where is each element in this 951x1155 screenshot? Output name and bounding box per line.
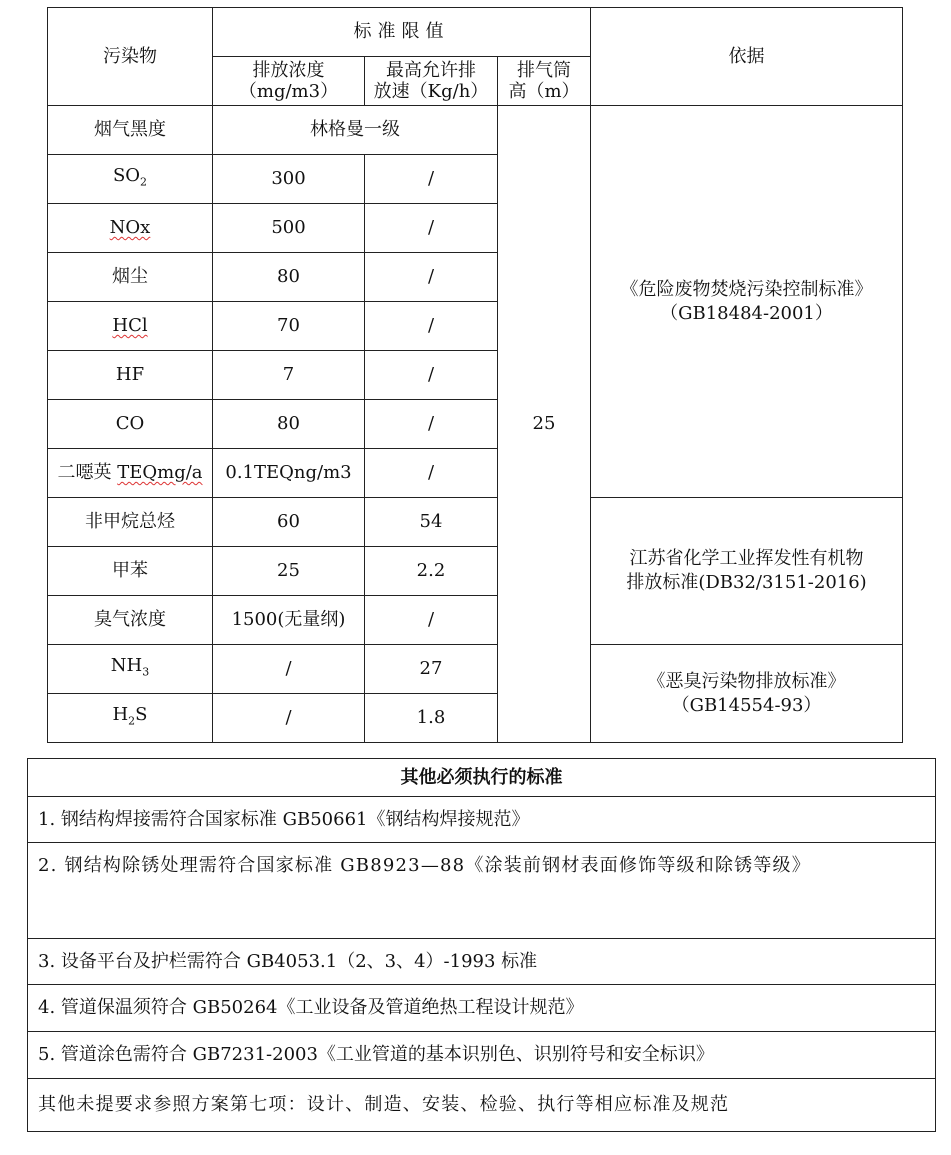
other-standards-footer: 其他未提要求参照方案第七项：设计、制造、安装、检验、执行等相应标准及规范 — [28, 1079, 936, 1132]
rate-cell: / — [365, 596, 498, 645]
rate-cell: / — [365, 351, 498, 400]
pollutant-cell: 二噁英 TEQmg/a — [48, 449, 213, 498]
other-standards-title: 其他必须执行的标准 — [28, 759, 936, 797]
list-item: 5. 管道涂色需符合 GB7231-2003《工业管道的基本识别色、识别符号和安全标识》 — [28, 1032, 936, 1079]
stack-height-value: 25 — [498, 106, 591, 743]
list-item: 4. 管道保温须符合 GB50264《工业设备及管道绝热工程设计规范》 — [28, 985, 936, 1032]
concentration-cell: 1500(无量纲) — [213, 596, 365, 645]
table-row — [48, 645, 903, 694]
rate-cell: 54 — [365, 498, 498, 547]
concentration-cell: 300 — [213, 155, 365, 204]
header-stack-height: 排气筒 高（m） — [498, 57, 591, 106]
concentration-cell: 70 — [213, 302, 365, 351]
header-standard-limit: 标准限值 — [213, 8, 591, 57]
list-item: 1. 钢结构焊接需符合国家标准 GB50661《钢结构焊接规范》 — [28, 797, 936, 843]
basis-cell: 《恶臭污染物排放标准》 （GB14554-93） — [591, 645, 903, 743]
header-concentration: 排放浓度 （mg/m3） — [213, 57, 365, 106]
pollutant-cell: CO — [48, 400, 213, 449]
limit-cell: 林格曼一级 — [213, 106, 498, 155]
rate-cell: / — [365, 155, 498, 204]
header-pollutant: 污染物 — [48, 8, 213, 106]
rate-cell: 27 — [365, 645, 498, 694]
table-row — [48, 106, 903, 155]
list-item: 3. 设备平台及护栏需符合 GB4053.1（2、3、4）-1993 标准 — [28, 939, 936, 985]
basis-cell: 《危险废物焚烧污染控制标准》 （GB18484-2001） — [591, 106, 903, 498]
rate-cell: 2.2 — [365, 547, 498, 596]
pollutant-cell: 臭气浓度 — [48, 596, 213, 645]
concentration-cell: 500 — [213, 204, 365, 253]
rate-cell: / — [365, 302, 498, 351]
concentration-cell: / — [213, 694, 365, 743]
concentration-cell: 25 — [213, 547, 365, 596]
concentration-cell: 60 — [213, 498, 365, 547]
pollutant-cell: 烟气黑度 — [48, 106, 213, 155]
rate-cell: / — [365, 204, 498, 253]
pollutant-cell: 烟尘 — [48, 253, 213, 302]
pollutant-cell: NOx — [48, 204, 213, 253]
header-basis: 依据 — [591, 8, 903, 106]
concentration-cell: 7 — [213, 351, 365, 400]
list-item: 2. 钢结构除锈处理需符合国家标准 GB8923—88《涂装前钢材表面修饰等级和除锈等级》 — [28, 843, 936, 939]
concentration-cell: 0.1TEQng/m3 — [213, 449, 365, 498]
rate-cell: / — [365, 449, 498, 498]
header-max-rate: 最高允许排 放速（Kg/h） — [365, 57, 498, 106]
pollutant-cell: $SO_2$ — [48, 155, 213, 204]
pollutant-cell: $H_2S$ — [48, 694, 213, 743]
other-standards-table — [27, 758, 936, 1132]
rate-cell: / — [365, 400, 498, 449]
concentration-cell: 80 — [213, 400, 365, 449]
pollutant-cell: 甲苯 — [48, 547, 213, 596]
concentration-cell: 80 — [213, 253, 365, 302]
pollutant-cell: HF — [48, 351, 213, 400]
rate-cell: 1.8 — [365, 694, 498, 743]
pollutant-cell: 非甲烷总烃 — [48, 498, 213, 547]
emission-standards-table — [47, 7, 903, 743]
rate-cell: / — [365, 253, 498, 302]
table-row — [48, 498, 903, 547]
concentration-cell: / — [213, 645, 365, 694]
basis-cell: 江苏省化学工业挥发性有机物 排放标准(DB32/3151-2016) — [591, 498, 903, 645]
pollutant-cell: HCl — [48, 302, 213, 351]
pollutant-cell: $NH_3$ — [48, 645, 213, 694]
